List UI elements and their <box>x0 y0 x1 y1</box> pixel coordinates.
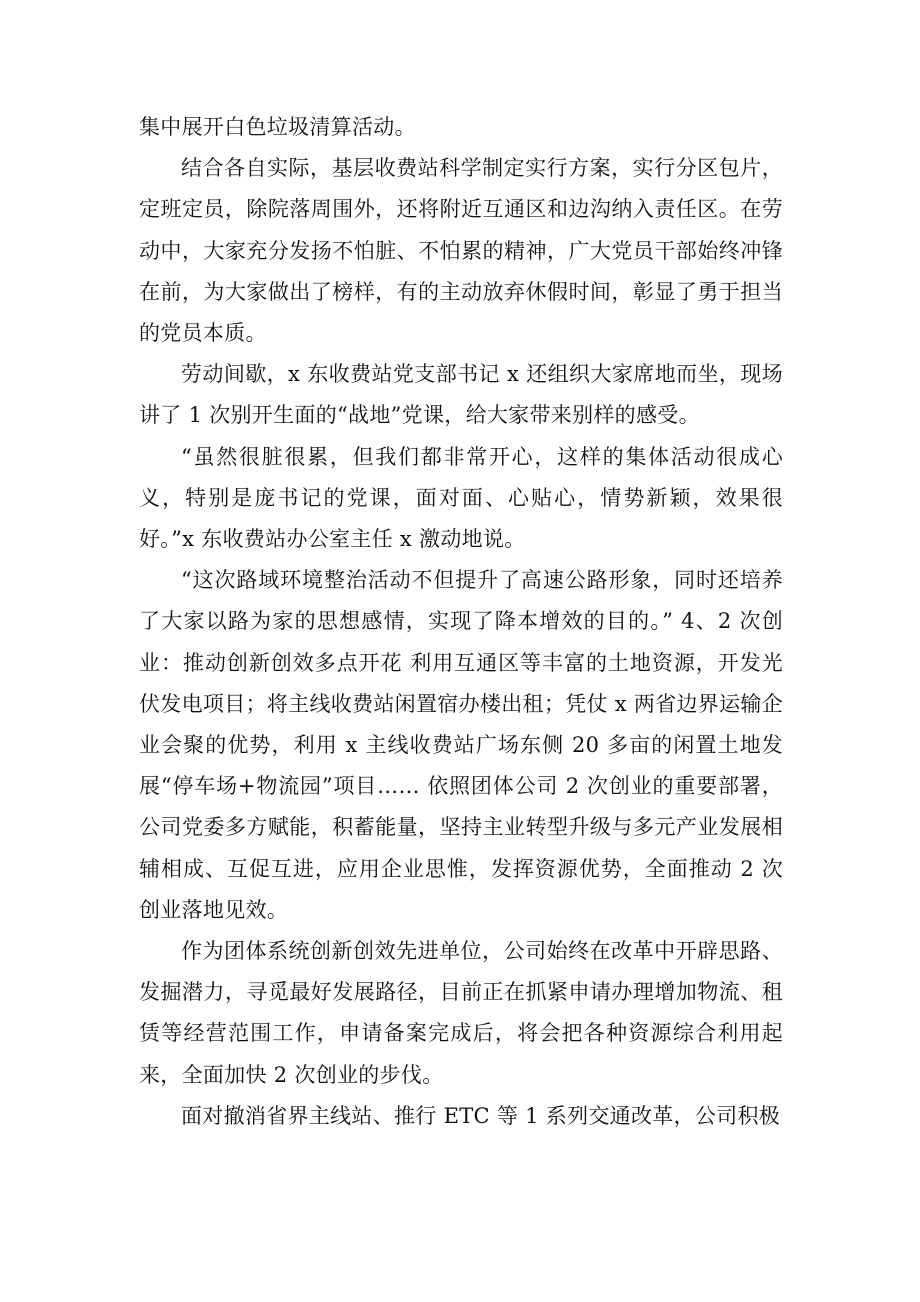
paragraph-field-party-lesson: 劳动间歇，x 东收费站党支部书记 x 还组织大家席地而坐，现场讲了 1 次别开生面的“战地”党课，给大家带来别样的感受。 <box>139 362 783 428</box>
paragraph-second-venture: “这次路域环境整治活动不但提升了高速公路形象，同时还培养了大家以路为家的思想感情，实现了降本增效的目的。” 4、2 次创业：推动创新创效多点开花 利用互通区等丰富的土地资源，开发光伏发电项目；将主线收费站闲置宿办楼出租；凭仗 x 两省边界运输企业会聚的优势，利用 x 主线收费站广场东侧 20 多亩的闲置土地发展“停车场+物流园”项目…… 依照团体公司 2 次创业的重要部署，公司党委多方赋能，积蓄能量，坚持主业转型升级与多元产业发展相辅相成、互促互进，应用企业思惟，发挥资源优势，全面推动 2 次创业落地见效。 <box>139 568 783 922</box>
paragraph-traffic-reform: 面对撤消省界主线站、推行 ETC 等 1 系列交通改革，公司积极 <box>181 1103 781 1128</box>
paragraph-innovation-unit: 作为团体系统创新创效先进单位，公司始终在改革中开辟思路、发掘潜力，寻觅最好发展路径，目前正在抓紧申请办理增加物流、租赁等经营范围工作，申请备案完成后，将会把各种资源综合利用起来，全面加快 2 次创业的步伐。 <box>139 939 783 1087</box>
paragraph-office-director-quote: “虽然很脏很累，但我们都非常开心，这样的集体活动很成心义，特别是庞书记的党课，面对面、心贴心，情势新颖，效果很好。”x 东收费站办公室主任 x 激动地说。 <box>139 444 783 552</box>
paragraph-continuation: 集中展开白色垃圾清算活动。 <box>139 115 416 139</box>
paragraph-toll-stations-plan: 结合各自实际，基层收费站科学制定实行方案，实行分区包片，定班定员，除院落周围外，还将附近互通区和边沟纳入责任区。在劳动中，大家充分发扬不怕脏、不怕累的精神，广大党员干部始终冲锋在前，为大家做出了榜样，有的主动放弃休假时间，彰显了勇于担当的党员本质。 <box>139 156 783 346</box>
document-body <box>139 107 783 1137</box>
